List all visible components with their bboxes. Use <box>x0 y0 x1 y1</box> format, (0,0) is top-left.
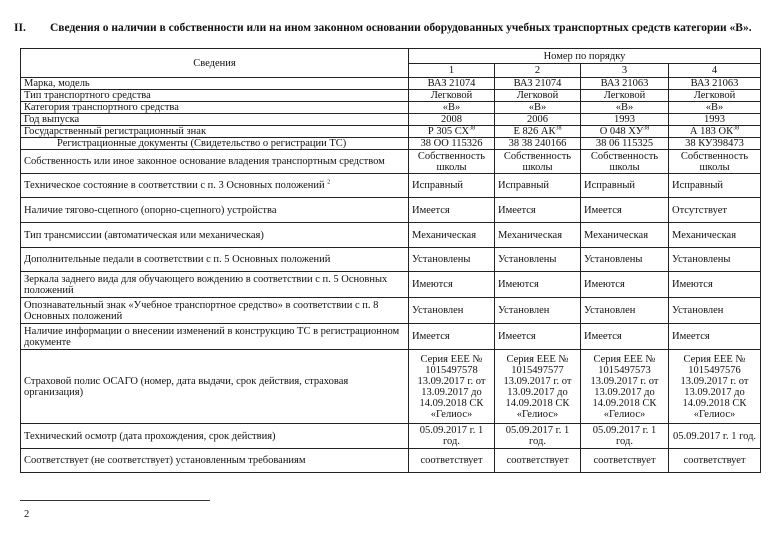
row-condition <box>21 174 761 198</box>
row-label: Дополнительные педали в соответствии с п. 5 Основных положений <box>21 248 409 272</box>
cell: Установлены <box>669 248 761 272</box>
cell: Механическая <box>409 223 495 248</box>
row-label: Соответствует (не соответствует) установленным требованиям <box>21 449 409 473</box>
cell: соответствует <box>669 449 761 473</box>
cell: Легковой <box>669 90 761 102</box>
header-num: 1 <box>409 64 495 78</box>
cell <box>409 126 495 138</box>
plate-region: 38 <box>555 125 562 132</box>
cell: Исправный <box>581 174 669 198</box>
row-towing <box>21 198 761 223</box>
vehicles-table <box>20 48 761 473</box>
cell: 38 06 115325 <box>581 138 669 150</box>
cell: Имеются <box>409 272 495 298</box>
cell <box>669 126 761 138</box>
row-label: Опознавательный знак «Учебное транспортное средство» в соответствии с п. 8 Основных положений <box>21 298 409 324</box>
row-insurance <box>21 350 761 424</box>
row-ownership <box>21 150 761 174</box>
row-mirrors <box>21 272 761 298</box>
header-num: 2 <box>495 64 581 78</box>
cell: «В» <box>581 102 669 114</box>
cell: 38 ОО 115326 <box>409 138 495 150</box>
row-label: Страховой полис ОСАГО (номер, дата выдачи, срок действия, страховая организация) <box>21 350 409 424</box>
cell: Имеются <box>495 272 581 298</box>
section-number: II. <box>14 22 26 34</box>
cell: ВАЗ 21074 <box>495 78 581 90</box>
plate-number: О 048 ХУ <box>599 126 644 137</box>
cell: Установлен <box>495 298 581 324</box>
cell: Собственность школы <box>581 150 669 174</box>
cell: Имеется <box>581 198 669 223</box>
footnote-ref: 2 <box>327 179 331 186</box>
cell: Имеется <box>669 324 761 350</box>
cell: 05.09.2017 г. 1 год. <box>581 424 669 449</box>
cell: Серия ЕЕЕ № 1015497578 13.09.2017 г. от 13.09.2017 до 14.09.2018 СК «Гелиос» <box>409 350 495 424</box>
cell: Серия ЕЕЕ № 1015497576 13.09.2017 г. от 13.09.2017 до 14.09.2018 СК «Гелиос» <box>669 350 761 424</box>
row-label: Год выпуска <box>21 114 409 126</box>
plate-region: 38 <box>643 125 650 132</box>
cell: Имеется <box>409 198 495 223</box>
cell: 1993 <box>581 114 669 126</box>
row-label-cell <box>21 174 409 198</box>
cell: 38 КУ398473 <box>669 138 761 150</box>
cell: Механическая <box>669 223 761 248</box>
cell: соответствует <box>581 449 669 473</box>
cell: Легковой <box>495 90 581 102</box>
cell: 38 38 240166 <box>495 138 581 150</box>
section-title: Сведения о наличии в собственности или на ином законном основании оборудованных учебных транспортных средств категории «В». <box>50 22 752 34</box>
row-label: Наличие информации о внесении изменений в конструкцию ТС в регистрационном документе <box>21 324 409 350</box>
cell: Собственность школы <box>495 150 581 174</box>
cell: Имеются <box>581 272 669 298</box>
cell: 2008 <box>409 114 495 126</box>
row-label: Тип трансмиссии (автоматическая или механическая) <box>21 223 409 248</box>
row-year <box>21 114 761 126</box>
row-label: Марка, модель <box>21 78 409 90</box>
row-changes <box>21 324 761 350</box>
cell: Установлены <box>495 248 581 272</box>
cell <box>581 126 669 138</box>
cell: Имеются <box>669 272 761 298</box>
cell: 05.09.2017 г. 1 год. <box>669 424 761 449</box>
row-category <box>21 102 761 114</box>
cell: Отсутствует <box>669 198 761 223</box>
row-sign <box>21 298 761 324</box>
row-label: Тип транспортного средства <box>21 90 409 102</box>
cell: «В» <box>495 102 581 114</box>
row-label: Техническое состояние в соответствии с п. 3 Основных положений <box>24 180 325 191</box>
plate-region: 38 <box>733 125 740 132</box>
cell: Имеется <box>495 198 581 223</box>
cell: соответствует <box>495 449 581 473</box>
cell: 1993 <box>669 114 761 126</box>
cell: Установлен <box>409 298 495 324</box>
header-info: Сведения <box>21 49 409 78</box>
row-label: Категория транспортного средства <box>21 102 409 114</box>
row-inspection <box>21 424 761 449</box>
row-compliance <box>21 449 761 473</box>
cell: Имеется <box>581 324 669 350</box>
row-label: Зеркала заднего вида для обучающего вождению в соответствии с п. 5 Основных положений <box>21 272 409 298</box>
cell: Легковой <box>409 90 495 102</box>
cell: Установлен <box>669 298 761 324</box>
cell: Имеется <box>409 324 495 350</box>
cell: ВАЗ 21063 <box>669 78 761 90</box>
row-label: Наличие тягово-сцепного (опорно-сцепного) устройства <box>21 198 409 223</box>
row-make <box>21 78 761 90</box>
row-type <box>21 90 761 102</box>
cell: 05.09.2017 г. 1 год. <box>495 424 581 449</box>
cell: «В» <box>409 102 495 114</box>
cell: Имеется <box>495 324 581 350</box>
cell: Собственность школы <box>409 150 495 174</box>
cell: Установлен <box>581 298 669 324</box>
header-num: 3 <box>581 64 669 78</box>
cell: Исправный <box>409 174 495 198</box>
footnote: 2 <box>24 509 30 520</box>
footnote-separator <box>20 500 210 501</box>
cell: «В» <box>669 102 761 114</box>
cell: Исправный <box>669 174 761 198</box>
cell: ВАЗ 21063 <box>581 78 669 90</box>
row-label: Регистрационные документы (Свидетельство о регистрации ТС) <box>21 138 409 150</box>
plate-number: А 183 ОК <box>689 126 734 137</box>
row-label: Технический осмотр (дата прохождения, срок действия) <box>21 424 409 449</box>
plate-number: Р 305 СХ <box>427 126 470 137</box>
header-order: Номер по порядку <box>409 49 761 64</box>
cell: Серия ЕЕЕ № 1015497577 13.09.2017 г. от 13.09.2017 до 14.09.2018 СК «Гелиос» <box>495 350 581 424</box>
cell: 2006 <box>495 114 581 126</box>
plate-region: 38 <box>469 125 476 132</box>
header-num: 4 <box>669 64 761 78</box>
cell: Механическая <box>581 223 669 248</box>
cell: Исправный <box>495 174 581 198</box>
cell: 05.09.2017 г. 1 год. <box>409 424 495 449</box>
cell: Установлены <box>581 248 669 272</box>
cell: Легковой <box>581 90 669 102</box>
cell: Механическая <box>495 223 581 248</box>
cell: Установлены <box>409 248 495 272</box>
row-label: Государственный регистрационный знак <box>21 126 409 138</box>
row-label: Собственность или иное законное основание владения транспортным средством <box>21 150 409 174</box>
row-transmission <box>21 223 761 248</box>
section-heading <box>14 22 774 34</box>
row-registration <box>21 138 761 150</box>
plate-number: Е 826 АК <box>513 126 556 137</box>
cell: соответствует <box>409 449 495 473</box>
header-row <box>21 49 761 64</box>
cell: Собственность школы <box>669 150 761 174</box>
cell <box>495 126 581 138</box>
cell: Серия ЕЕЕ № 1015497573 13.09.2017 г. от 13.09.2017 до 14.09.2018 СК «Гелиос» <box>581 350 669 424</box>
row-plate <box>21 126 761 138</box>
cell: ВАЗ 21074 <box>409 78 495 90</box>
row-pedals <box>21 248 761 272</box>
